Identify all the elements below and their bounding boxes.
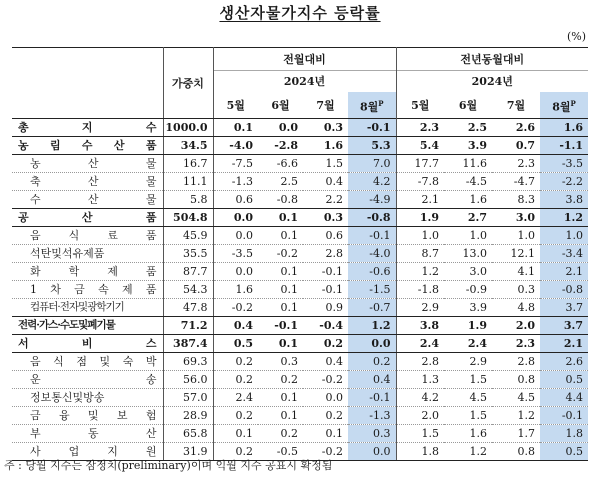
mom-cell: 0.5	[213, 335, 258, 353]
yoy-cell: -7.8	[396, 173, 444, 191]
yoy-cell: 0.5	[540, 371, 588, 389]
mom-cell: 0.1	[213, 425, 258, 443]
yoy-cell: 1.0	[444, 227, 492, 245]
yoy-cell: 1.0	[540, 227, 588, 245]
weight-cell: 5.8	[163, 191, 213, 209]
yoy-cell: 4.4	[540, 389, 588, 407]
yoy-cell: -4.7	[492, 173, 540, 191]
mom-cell: -0.1	[348, 119, 396, 137]
row-label: 사 업 지 원	[12, 443, 163, 461]
yoy-cell: 1.5	[444, 371, 492, 389]
weight-cell: 387.4	[163, 335, 213, 353]
yoy-cell: 2.0	[396, 407, 444, 425]
mom-cell: 0.0	[348, 335, 396, 353]
mom-cell: -3.5	[213, 245, 258, 263]
mom-cell: -0.1	[258, 317, 303, 335]
mom-cell: -0.1	[303, 263, 348, 281]
mom-cell: 0.2	[303, 407, 348, 425]
yoy-cell: 1.5	[396, 425, 444, 443]
yoy-cell: 1.3	[396, 371, 444, 389]
header-year-mom: 2024년	[213, 71, 396, 93]
table-row	[12, 425, 588, 443]
row-label: 공 산 품	[12, 209, 163, 227]
yoy-cell: -2.2	[540, 173, 588, 191]
table-row	[12, 389, 588, 407]
mom-cell: 0.6	[213, 191, 258, 209]
yoy-cell: 1.5	[444, 407, 492, 425]
yoy-cell: -3.5	[540, 155, 588, 173]
mom-cell: -7.5	[213, 155, 258, 173]
mom-cell: -0.2	[303, 443, 348, 461]
header-mom: 전월대비	[213, 48, 396, 71]
preliminary-mark: P	[378, 98, 384, 108]
yoy-cell: 1.6	[540, 119, 588, 137]
table-row	[12, 371, 588, 389]
mom-cell: 0.1	[258, 209, 303, 227]
mom-cell: 1.2	[348, 317, 396, 335]
unit-label: (%)	[566, 30, 586, 43]
mom-cell: -0.8	[348, 209, 396, 227]
table-row	[12, 281, 588, 299]
yoy-cell: -3.4	[540, 245, 588, 263]
yoy-cell: 8.7	[396, 245, 444, 263]
yoy-cell: 3.9	[444, 137, 492, 155]
weight-cell: 11.1	[163, 173, 213, 191]
weight-cell: 34.5	[163, 137, 213, 155]
header-year-yoy: 2024년	[396, 71, 588, 93]
mom-cell: 0.0	[213, 209, 258, 227]
yoy-cell: 2.1	[540, 335, 588, 353]
table-row	[12, 155, 588, 173]
mom-cell: 0.2	[348, 353, 396, 371]
table-row	[12, 317, 588, 335]
mom-cell: 0.2	[213, 353, 258, 371]
yoy-cell: 1.0	[396, 227, 444, 245]
yoy-cell: 1.9	[396, 209, 444, 227]
row-label: 컴퓨터·전자및광학기기	[12, 299, 163, 317]
mom-cell: 0.4	[348, 371, 396, 389]
mom-cell: -4.0	[348, 245, 396, 263]
mom-cell: -0.1	[303, 281, 348, 299]
mom-cell: -1.3	[213, 173, 258, 191]
row-label: 금 융 및 보 험	[12, 407, 163, 425]
table-row	[12, 335, 588, 353]
row-label: 석탄및석유제품	[12, 245, 163, 263]
yoy-cell: 2.0	[492, 317, 540, 335]
yoy-cell: 2.5	[444, 119, 492, 137]
mom-cell: -4.9	[348, 191, 396, 209]
footnote: 주 : 당월 지수는 잠정치(preliminary)이며 익월 지수 공표시 확정됨	[4, 459, 333, 472]
header-month: 6월	[458, 98, 478, 112]
table-row	[12, 245, 588, 263]
yoy-cell: 4.1	[492, 263, 540, 281]
yoy-cell: 1.8	[396, 443, 444, 461]
yoy-cell: -0.9	[444, 281, 492, 299]
table-row	[12, 353, 588, 371]
row-label: 축 산 물	[12, 173, 163, 191]
yoy-cell: 12.1	[492, 245, 540, 263]
mom-cell: 0.1	[258, 281, 303, 299]
weight-cell: 35.5	[163, 245, 213, 263]
yoy-cell: 2.3	[492, 335, 540, 353]
yoy-cell: 1.6	[444, 425, 492, 443]
mom-cell: -0.1	[348, 227, 396, 245]
header-blank	[12, 48, 163, 119]
mom-cell: 0.0	[213, 263, 258, 281]
mom-cell: -1.5	[348, 281, 396, 299]
table-row	[12, 191, 588, 209]
weight-cell: 31.9	[163, 443, 213, 461]
row-label: 운 송	[12, 371, 163, 389]
weight-cell: 87.7	[163, 263, 213, 281]
mom-cell: 0.2	[213, 407, 258, 425]
weight-cell: 16.7	[163, 155, 213, 173]
header-weight: 가중치	[163, 48, 213, 119]
table-body	[12, 119, 588, 461]
yoy-cell: 5.4	[396, 137, 444, 155]
yoy-cell: 2.3	[396, 119, 444, 137]
yoy-cell: 2.3	[492, 155, 540, 173]
row-label: 서 비 스	[12, 335, 163, 353]
table-row	[12, 173, 588, 191]
header-month: 5월	[396, 92, 444, 119]
mom-cell: 2.2	[303, 191, 348, 209]
ppi-table	[12, 47, 588, 461]
mom-cell: -0.1	[348, 389, 396, 407]
yoy-cell: 0.8	[492, 371, 540, 389]
weight-cell: 65.8	[163, 425, 213, 443]
mom-cell: -2.8	[258, 137, 303, 155]
row-label: 정보통신및방송	[12, 389, 163, 407]
yoy-cell: 1.2	[444, 443, 492, 461]
weight-cell: 504.8	[163, 209, 213, 227]
yoy-cell: 3.7	[540, 299, 588, 317]
yoy-cell: 3.9	[444, 299, 492, 317]
yoy-cell: 3.0	[492, 209, 540, 227]
yoy-cell: 1.8	[540, 425, 588, 443]
yoy-cell: 4.5	[444, 389, 492, 407]
yoy-cell: 0.5	[540, 443, 588, 461]
yoy-cell: -0.1	[540, 407, 588, 425]
mom-cell: 0.0	[348, 443, 396, 461]
yoy-cell: 1.2	[540, 209, 588, 227]
mom-cell: 2.4	[213, 389, 258, 407]
weight-cell: 57.0	[163, 389, 213, 407]
yoy-cell: 1.2	[396, 263, 444, 281]
row-label: 1 차 금 속 제 품	[12, 281, 163, 299]
mom-cell: 0.2	[258, 371, 303, 389]
yoy-cell: 13.0	[444, 245, 492, 263]
yoy-cell: 2.7	[444, 209, 492, 227]
yoy-cell: 2.8	[396, 353, 444, 371]
preliminary-mark: P	[570, 98, 576, 108]
yoy-cell: -0.8	[540, 281, 588, 299]
mom-cell: 0.3	[303, 209, 348, 227]
header-month-current: 8월$^P$	[540, 92, 588, 119]
mom-cell: 0.2	[258, 425, 303, 443]
mom-cell: -0.2	[213, 299, 258, 317]
header-month: 5월	[213, 92, 258, 119]
mom-cell: 0.1	[258, 407, 303, 425]
mom-cell: -0.4	[303, 317, 348, 335]
yoy-cell: 4.8	[492, 299, 540, 317]
mom-cell: 0.1	[258, 227, 303, 245]
yoy-cell: 17.7	[396, 155, 444, 173]
yoy-cell: 4.2	[396, 389, 444, 407]
mom-cell: 4.2	[348, 173, 396, 191]
mom-cell: -6.6	[258, 155, 303, 173]
yoy-cell: 4.5	[492, 389, 540, 407]
yoy-cell: 1.7	[492, 425, 540, 443]
mom-cell: 1.6	[213, 281, 258, 299]
table-row	[12, 119, 588, 137]
mom-cell: 1.5	[303, 155, 348, 173]
yoy-cell: 2.4	[444, 335, 492, 353]
weight-cell: 69.3	[163, 353, 213, 371]
mom-cell: 0.1	[258, 335, 303, 353]
yoy-cell: 2.1	[540, 263, 588, 281]
mom-cell: 0.9	[303, 299, 348, 317]
yoy-cell: 11.6	[444, 155, 492, 173]
weight-cell: 71.2	[163, 317, 213, 335]
mom-cell: -1.3	[348, 407, 396, 425]
mom-cell: 0.0	[213, 227, 258, 245]
yoy-cell: 2.9	[444, 353, 492, 371]
yoy-cell: 2.6	[492, 119, 540, 137]
yoy-cell: 3.0	[444, 263, 492, 281]
mom-cell: 0.3	[258, 353, 303, 371]
mom-cell: 0.4	[303, 173, 348, 191]
yoy-cell: 2.1	[396, 191, 444, 209]
page-title: 생산자물가지수 등락률	[219, 4, 381, 22]
row-label: 총 지 수	[12, 119, 163, 137]
table-row	[12, 209, 588, 227]
row-label: 음 식 점 및 숙 박	[12, 353, 163, 371]
yoy-cell: 3.7	[540, 317, 588, 335]
yoy-cell: 2.8	[492, 353, 540, 371]
row-label: 부 동 산	[12, 425, 163, 443]
mom-cell: 0.1	[213, 119, 258, 137]
yoy-cell: 1.2	[492, 407, 540, 425]
mom-cell: -0.2	[303, 371, 348, 389]
mom-cell: 0.1	[258, 389, 303, 407]
yoy-cell: 2.9	[396, 299, 444, 317]
table-row	[12, 299, 588, 317]
table-row	[12, 137, 588, 155]
weight-cell: 45.9	[163, 227, 213, 245]
mom-cell: 0.2	[213, 443, 258, 461]
header-month: 7월	[316, 98, 335, 112]
mom-cell: 0.3	[348, 425, 396, 443]
mom-cell: 0.1	[303, 425, 348, 443]
yoy-cell: 1.9	[444, 317, 492, 335]
mom-cell: 2.5	[258, 173, 303, 191]
mom-cell: 1.6	[303, 137, 348, 155]
mom-cell: 0.2	[303, 335, 348, 353]
mom-cell: -0.7	[348, 299, 396, 317]
header-month: 7월	[506, 98, 526, 112]
yoy-cell: 8.3	[492, 191, 540, 209]
weight-cell: 28.9	[163, 407, 213, 425]
weight-cell: 54.3	[163, 281, 213, 299]
row-label: 화 학 제 품	[12, 263, 163, 281]
mom-cell: 0.3	[303, 119, 348, 137]
weight-cell: 47.8	[163, 299, 213, 317]
mom-cell: 0.4	[213, 317, 258, 335]
mom-cell: 0.0	[258, 119, 303, 137]
table-row	[12, 263, 588, 281]
yoy-cell: 0.3	[492, 281, 540, 299]
mom-cell: -0.2	[258, 245, 303, 263]
mom-cell: 0.2	[213, 371, 258, 389]
yoy-cell: 1.6	[444, 191, 492, 209]
yoy-cell: 0.8	[492, 443, 540, 461]
yoy-cell: 2.4	[396, 335, 444, 353]
yoy-cell: 3.8	[396, 317, 444, 335]
yoy-cell: -1.8	[396, 281, 444, 299]
header-month: 6월	[271, 98, 290, 112]
row-label: 농 산 물	[12, 155, 163, 173]
header-month-current: 8월$^P$	[348, 92, 396, 119]
yoy-cell: 1.0	[492, 227, 540, 245]
table-row	[12, 227, 588, 245]
header-yoy: 전년동월대비	[396, 48, 588, 71]
mom-cell: 2.8	[303, 245, 348, 263]
yoy-cell: 2.6	[540, 353, 588, 371]
row-label: 음 식 료 품	[12, 227, 163, 245]
mom-cell: 0.6	[303, 227, 348, 245]
yoy-cell: -1.1	[540, 137, 588, 155]
weight-cell: 56.0	[163, 371, 213, 389]
mom-cell: -0.5	[258, 443, 303, 461]
row-label: 수 산 물	[12, 191, 163, 209]
mom-cell: 0.1	[258, 299, 303, 317]
yoy-cell: -4.5	[444, 173, 492, 191]
mom-cell: 0.4	[303, 353, 348, 371]
mom-cell: 0.1	[258, 263, 303, 281]
yoy-cell: 3.8	[540, 191, 588, 209]
row-label: 농 림 수 산 품	[12, 137, 163, 155]
table-row	[12, 407, 588, 425]
weight-cell: 1000.0	[163, 119, 213, 137]
row-label: 전력·가스·수도및폐기물	[12, 317, 163, 335]
mom-cell: -4.0	[213, 137, 258, 155]
mom-cell: 7.0	[348, 155, 396, 173]
mom-cell: -0.8	[258, 191, 303, 209]
yoy-cell: 0.7	[492, 137, 540, 155]
mom-cell: 0.0	[303, 389, 348, 407]
mom-cell: -0.6	[348, 263, 396, 281]
mom-cell: 5.3	[348, 137, 396, 155]
